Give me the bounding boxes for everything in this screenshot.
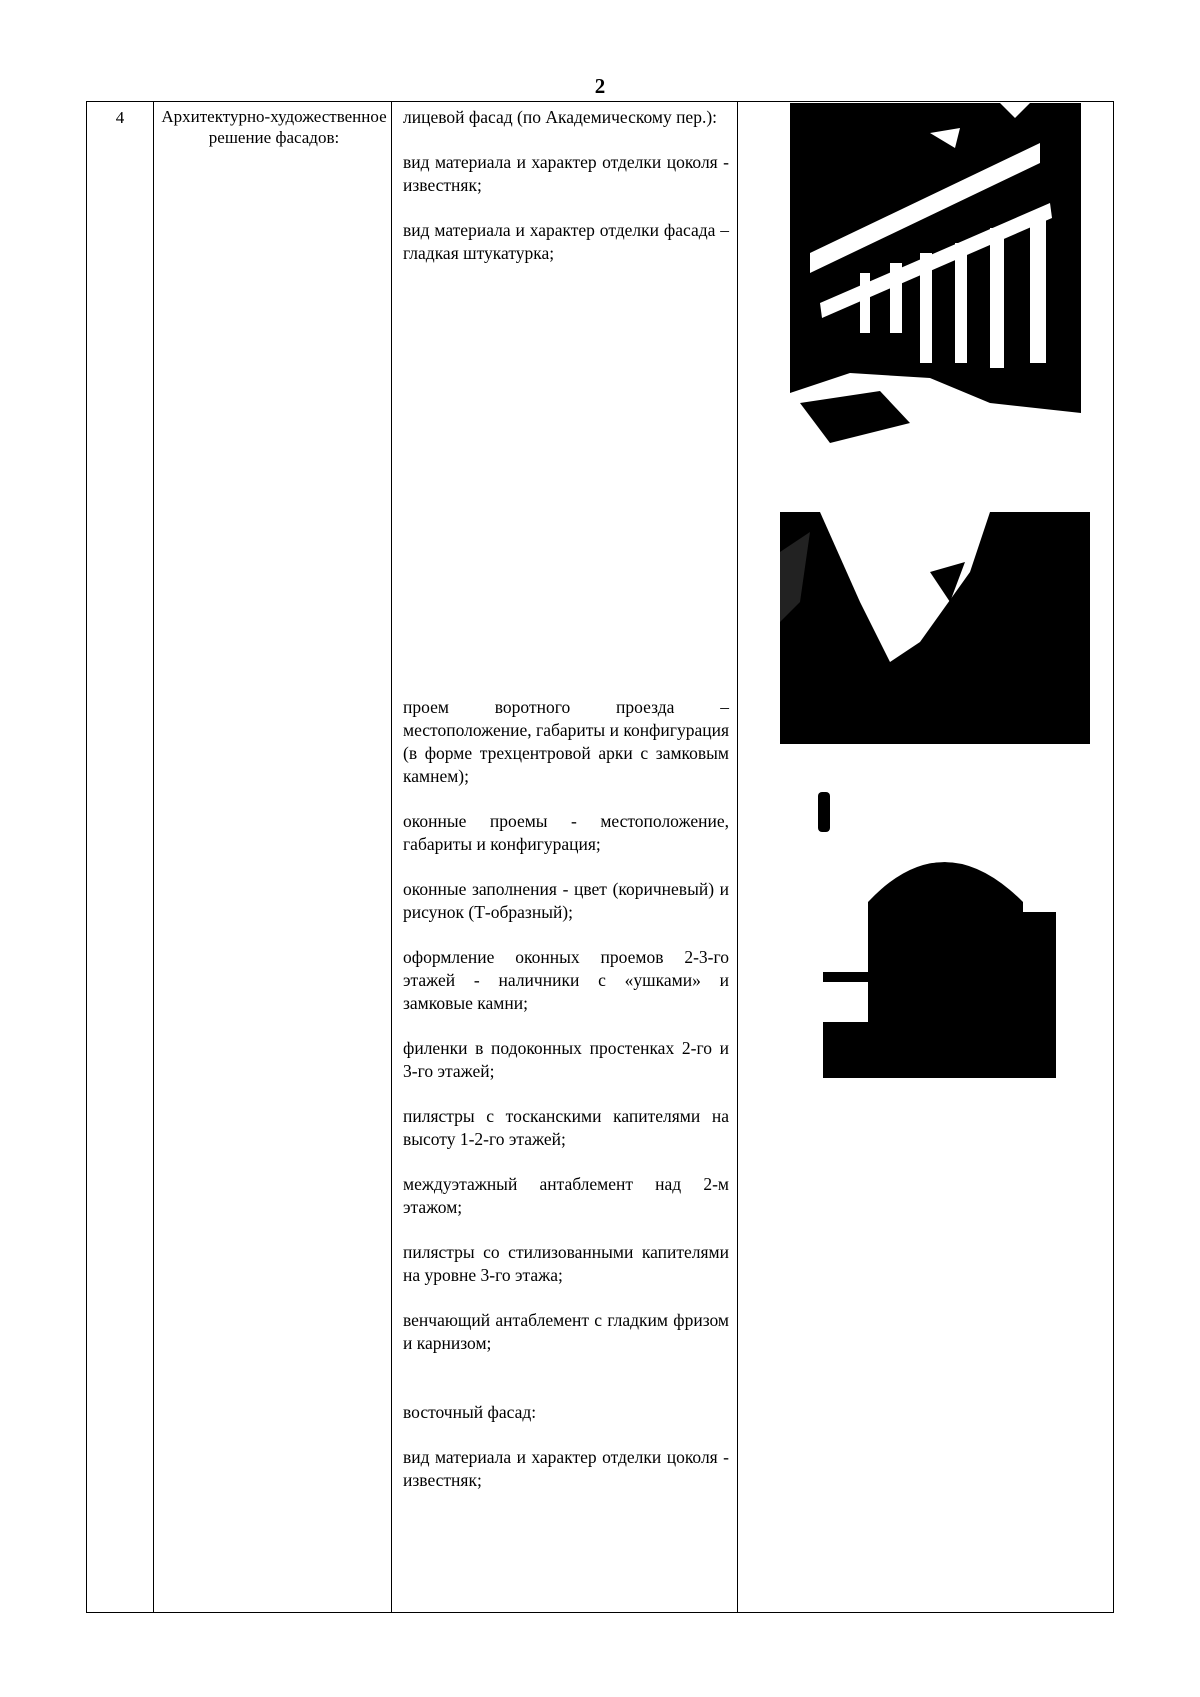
row-description: [403, 106, 729, 1514]
desc-paragraph: вид материала и характер отделки цоколя - известняк;: [403, 152, 729, 195]
desc-paragraph: лицевой фасад (по Академическому пер.):: [403, 107, 718, 127]
column-divider: [737, 102, 738, 1612]
desc-paragraph: венчающий антаблемент с гладким фризом и карнизом;: [403, 1310, 729, 1353]
gateway-photo-mark: [818, 792, 830, 832]
arch-detail-photo: [780, 512, 1090, 744]
desc-paragraph: вид материала и характер отделки цоколя - известняк;: [403, 1447, 729, 1490]
desc-paragraph: проем воротного проезда – местоположение, габариты и конфигурация (в форме трехцентровой арки с замковым камнем);: [403, 697, 729, 786]
column-divider: [391, 102, 392, 1612]
desc-paragraph: пилястры с тосканскими капителями на высоту 1-2-го этажей;: [403, 1106, 729, 1149]
desc-paragraph: пилястры со стилизованными капителями на уровне 3-го этажа;: [403, 1242, 729, 1285]
row-name: Архитектурно-художественное решение фасадов:: [161, 107, 387, 147]
row-number: 4: [115, 108, 125, 127]
desc-paragraph: оконные заполнения - цвет (коричневый) и рисунок (Т-образный);: [403, 879, 729, 922]
desc-paragraph: оконные проемы - местоположение, габариты и конфигурация;: [403, 811, 729, 854]
desc-paragraph: восточный фасад:: [403, 1402, 537, 1422]
column-divider: [153, 102, 154, 1612]
desc-paragraph: оформление оконных проемов 2-3-го этажей - наличники с «ушками» и замковые камни;: [403, 947, 729, 1013]
page-number: 2: [594, 74, 606, 98]
desc-paragraph: вид материала и характер отделки фасада – гладкая штукатурка;: [403, 220, 729, 263]
desc-paragraph: междуэтажный антаблемент над 2-м этажом;: [403, 1174, 729, 1217]
gateway-photo: [823, 832, 1056, 1078]
desc-paragraph: филенки в подоконных простенках 2-го и 3-го этажей;: [403, 1038, 729, 1081]
facade-photo: [790, 103, 1081, 488]
